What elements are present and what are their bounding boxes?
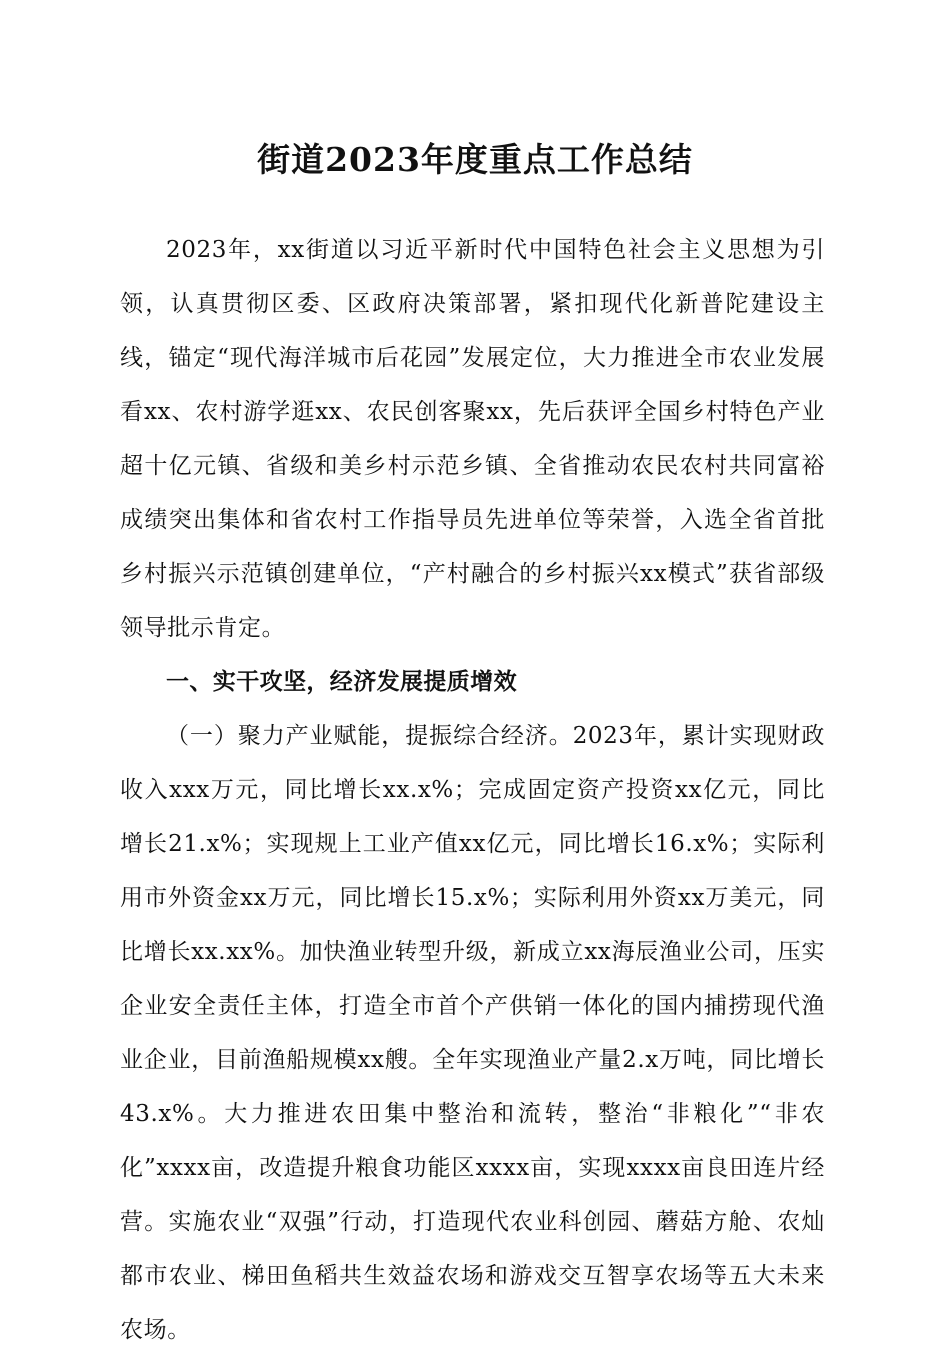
document-title: 街道2023年度重点工作总结 <box>257 140 693 179</box>
subsection-body: 2023年，累计实现财政收入xxx万元，同比增长xx.x%；完成固定资产投资xx亿元，同比增长21.x%；实现规上工业产值xx亿元，同比增长16.x%；实际利用市外资金xx万元，同比增长15.x%；实际利用外资xx万美元，同比增长xx.xx%。加快渔业转型升级，新成立xx海辰渔业公司，压实企业安全责任主体，打造全市首个产供销一体化的国内捕捞现代渔业企业，目前渔船规模xx艘。全年实现渔业产量2.x万吨，同比增长43.x%。大力推进农田集中整治和流转，整治“非粮化”“非农化”xxxx亩，改造提升粮食功能区xxxx亩，实现xxxx亩良田连片经营。实施农业“双强”行动，打造现代农业科创园、蘑菇方舱、农灿都市农业、梯田鱼稻共生效益农场和游戏交互智享农场等五大未来农场。 <box>120 723 826 1343</box>
section-heading: 一、实干攻坚，经济发展提质增效 <box>166 668 517 695</box>
intro-paragraph: 2023年，xx街道以习近平新时代中国特色社会主义思想为引领，认真贯彻区委、区政府决策部署，紧扣现代化新普陀建设主线，锚定“现代海洋城市后花园”发展定位，大力推进全市农业发展看xx、农村游学逛xx、农民创客聚xx，先后获评全国乡村特色产业超十亿元镇、省级和美乡村示范乡镇、全省推动农民农村共同富裕成绩突出集体和省农村工作指导员先进单位等荣誉，入选全省首批乡村振兴示范镇创建单位，“产村融合的乡村振兴xx模式”获省部级领导批示肯定。 <box>120 237 825 641</box>
document-body <box>120 223 825 1357</box>
subsection-lead: （一）聚力产业赋能，提振综合经济。 <box>166 723 573 749</box>
section-paragraph <box>120 709 825 1357</box>
